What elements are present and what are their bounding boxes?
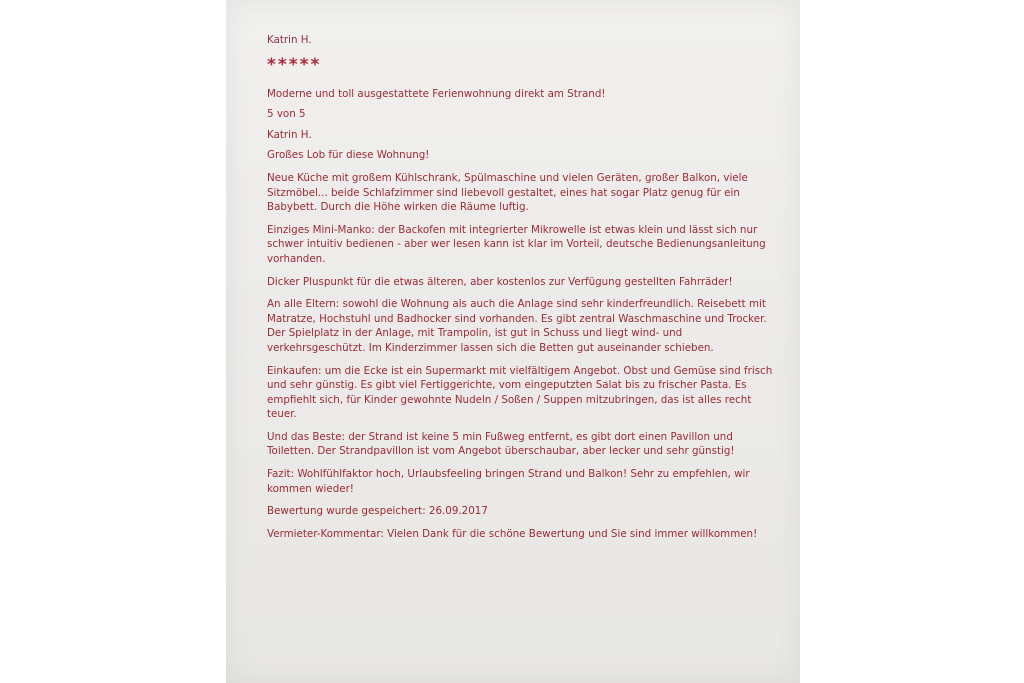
review-saved-date: Bewertung wurde gespeichert: 26.09.2017 (267, 505, 488, 518)
review-paragraph-bikes: Dicker Pluspunkt für die etwas älteren, aber kostenlos zur Verfügung gestellten Fahrräder! (267, 275, 733, 288)
review-author-top: Katrin H. (267, 34, 312, 46)
star-rating: ***** (267, 54, 322, 75)
review-title: Moderne und toll ausgestattete Ferienwohnung direkt am Strand! (267, 87, 606, 100)
review-headline: Großes Lob für diese Wohnung! (267, 149, 430, 162)
review-paragraph-kitchen: Neue Küche mit großem Kühlschrank, Spülmaschine und vielen Geräten, großer Balkon, viele Sitzmöbel... beide Schlafzimmer sind liebevoll gestaltet, eines hat sogar Platz genug für ein Babybett. Durch die Höhe wirken die Räume luftig. (267, 171, 748, 214)
review-paragraph-oven: Einziges Mini-Manko: der Backofen mit integrierter Mikrowelle ist etwas klein und lässt sich nur schwer intuitiv bedienen - aber wer lesen kann ist klar im Vorteil, deutsche Bedienungsanleitung vorhanden. (267, 223, 766, 265)
review-paragraph-conclusion: Fazit: Wohlfühlfaktor hoch, Urlaubsfeeling bringen Strand und Balkon! Sehr zu empfehlen, wir kommen wieder! (267, 468, 750, 495)
landlord-comment: Vermieter-Kommentar: Vielen Dank für die schöne Bewertung und Sie sind immer willkommen! (267, 527, 758, 540)
review-paragraph-beach: Und das Beste: der Strand ist keine 5 min Fußweg entfernt, es gibt dort einen Pavillon und Toiletten. Der Strandpavillon ist vom Angebot überschaubar, aber lecker und sehr günstig! (267, 430, 735, 458)
review-paragraph-shopping: Einkaufen: um die Ecke ist ein Supermarkt mit vielfältigem Angebot. Obst und Gemüse sind frisch und sehr günstig. Es gibt viel Fertiggerichte, vom eingeputzten Salat bis zu frischer Pasta. Es empfiehlt sich, für Kinder gewohnte Nudeln / Soßen / Suppen mitzubringen, das ist alles recht teuer. (267, 364, 773, 421)
review-author: Katrin H. (267, 128, 312, 141)
printed-review-page (226, 0, 800, 683)
review-content (267, 33, 782, 549)
review-paragraph-parents: An alle Eltern: sowohl die Wohnung als auch die Anlage sind sehr kinderfreundlich. Reisebett mit Matratze, Hochstuhl und Badhocker sind vorhanden. Es gibt zentral Waschmaschine und Trocker. Der Spielplatz in der Anlage, mit Trampolin, ist gut in Schuss und liegt wind- und verkehrsgeschützt. Im Kinderzimmer lassen sich die Betten gut auseinander schieben. (267, 298, 767, 354)
review-score: 5 von 5 (267, 108, 306, 121)
